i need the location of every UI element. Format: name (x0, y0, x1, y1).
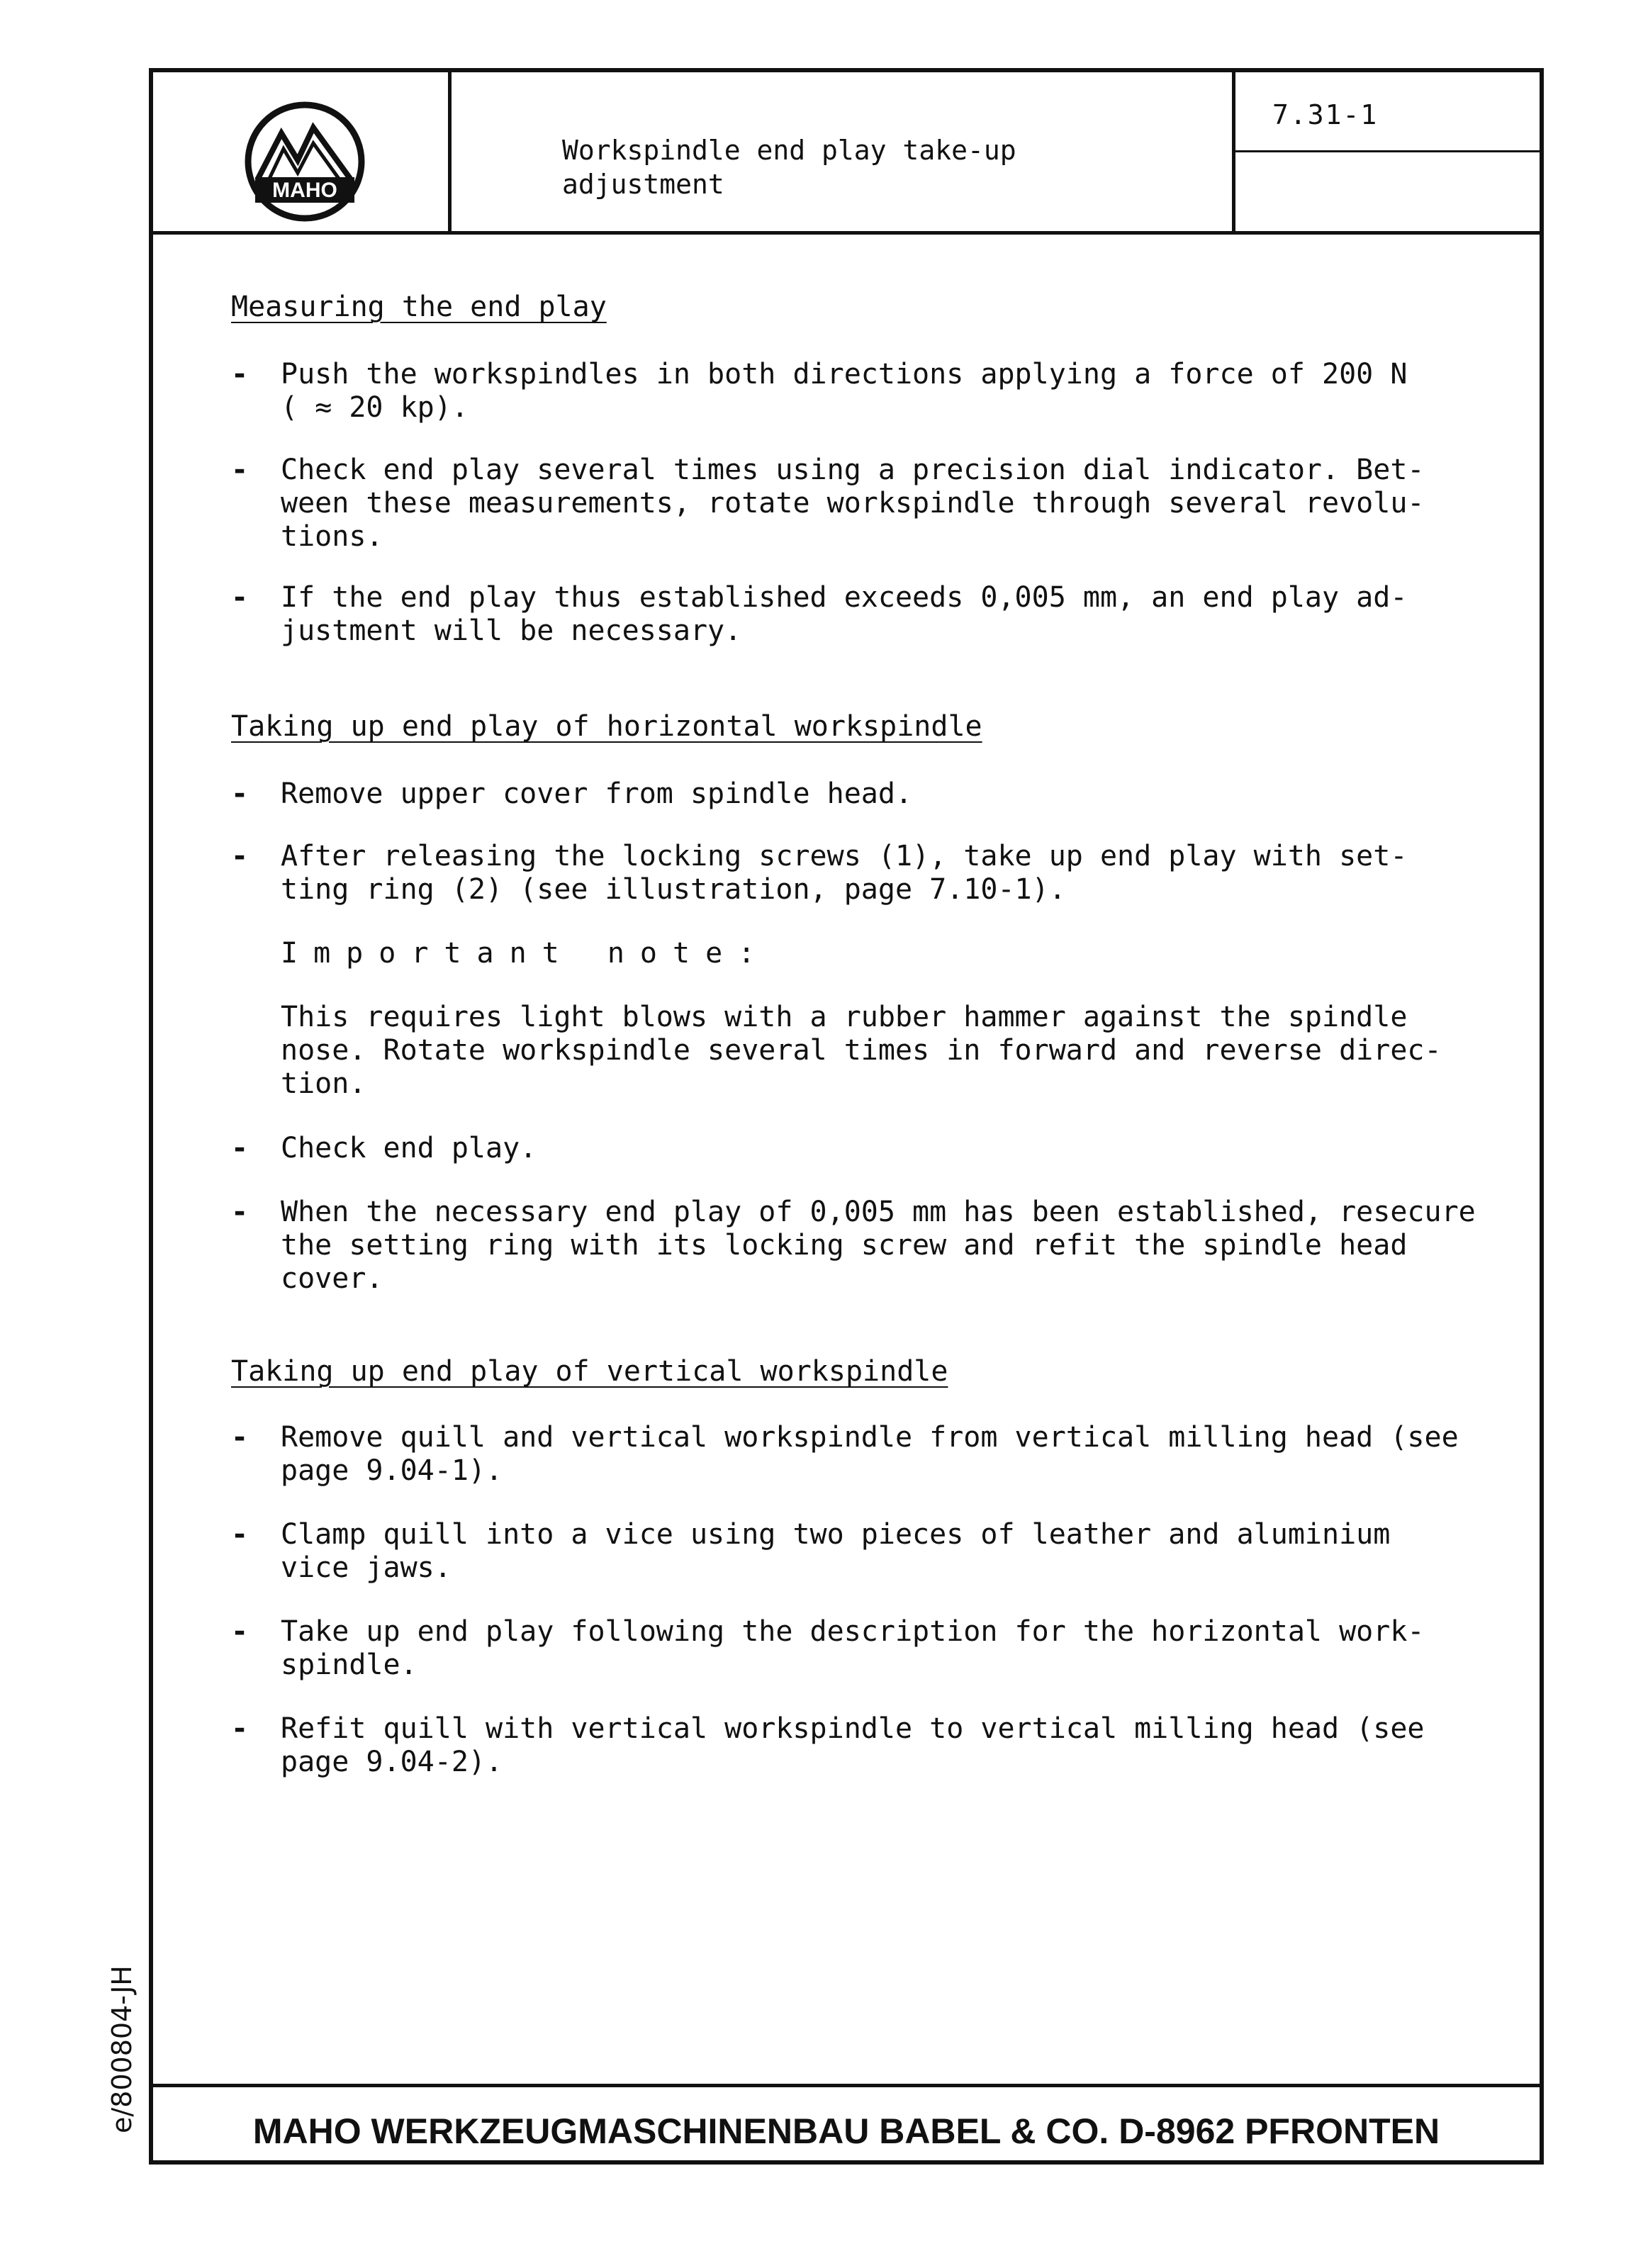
footer-divider (149, 2084, 1544, 2087)
maho-logo (242, 99, 367, 224)
page-number: 7.31-1 (1272, 99, 1379, 130)
bullet-dash: - (231, 358, 249, 391)
bullet-dash: - (231, 1421, 249, 1454)
list-item-text: After releasing the locking screws (1), take up end play with set- ting ring (2) (see illustration, page 7.10-1). (281, 840, 1408, 906)
bullet-dash: - (231, 581, 249, 614)
header-logo-divider (448, 68, 452, 232)
important-note-text: This requires light blows with a rubber hammer against the spindle nose. Rotate workspindle several times in forward and reverse direc- tion. (281, 1001, 1442, 1100)
bullet-dash: - (231, 1132, 249, 1164)
list-item-text: Push the workspindles in both directions applying a force of 200 N ( ≈ 20 kp). (281, 358, 1408, 424)
bullet-dash: - (231, 1196, 249, 1228)
important-note-title: Important note: (281, 937, 771, 970)
list-item-text: Remove quill and vertical workspindle from vertical milling head (see page 9.04-1). (281, 1421, 1459, 1487)
list-item-text: When the necessary end play of 0,005 mm has been established, resecure the setting ring with its locking screw and refit the spindle head cover. (281, 1196, 1476, 1295)
bullet-dash: - (231, 1518, 249, 1551)
list-item-text: If the end play thus established exceeds 0,005 mm, an end play ad- justment will be necessary. (281, 581, 1408, 647)
bullet-dash: - (231, 1615, 249, 1648)
list-item-text: Take up end play following the description for the horizontal work- spindle. (281, 1615, 1425, 1681)
bullet-dash: - (231, 454, 249, 486)
document-title: Workspindle end play take-up adjustment (562, 135, 1016, 200)
footer-company: MAHO WERKZEUGMASCHINENBAU BABEL & CO. D-8962 PFRONTEN (252, 2111, 1440, 2151)
section-heading-measuring: Measuring the end play (231, 291, 607, 323)
section-heading-horizontal: Taking up end play of horizontal workspindle (231, 710, 982, 743)
logo-text: MAHO (272, 179, 337, 202)
document-code: e/800804-JH (106, 1965, 138, 2133)
list-item-text: Check end play several times using a precision dial indicator. Bet- ween these measurements, rotate workspindle through several revolu- tions. (281, 454, 1425, 553)
list-item-text: Remove upper cover from spindle head. (281, 777, 913, 810)
header-divider (149, 231, 1544, 235)
header-page-split (1233, 150, 1544, 152)
section-heading-vertical: Taking up end play of vertical workspindle (231, 1355, 948, 1388)
bullet-dash: - (231, 840, 249, 872)
bullet-dash: - (231, 1712, 249, 1745)
bullet-dash: - (231, 777, 249, 810)
list-item-text: Clamp quill into a vice using two pieces of leather and aluminium vice jaws. (281, 1518, 1391, 1584)
list-item-text: Refit quill with vertical workspindle to vertical milling head (see page 9.04-2). (281, 1712, 1425, 1778)
list-item-text: Check end play. (281, 1132, 537, 1164)
